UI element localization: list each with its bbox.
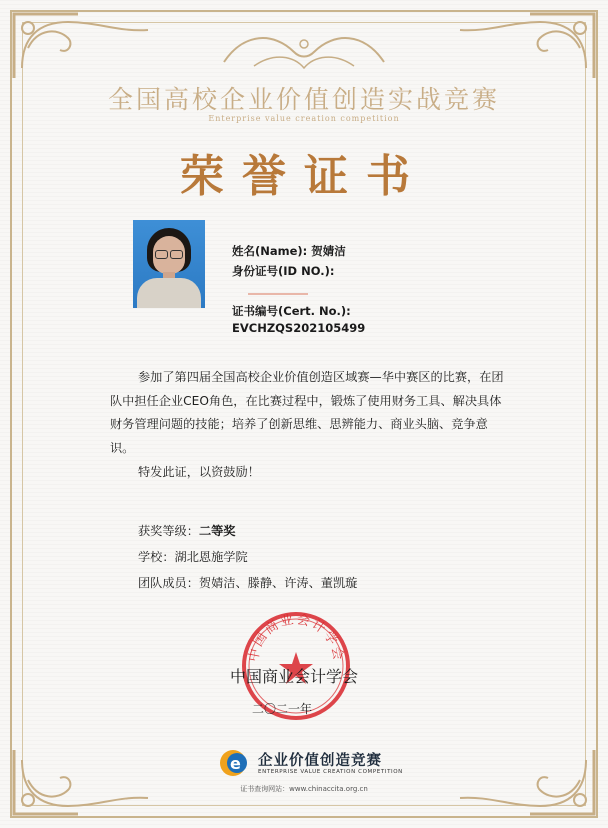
competition-logo [218, 746, 418, 782]
body-text [110, 366, 510, 485]
svg-text:中国商业会计学会: 中国商业会计学会 [246, 612, 346, 664]
query-website: 证书查询网站：www.chinaccita.org.cn [240, 785, 368, 793]
cert-number: EVCHZQS202105499 [232, 321, 366, 335]
corner-ornament-icon [8, 740, 158, 820]
competition-title: 全国高校企业价值创造实战竞赛 [107, 85, 500, 114]
issue-date: 二〇二一年 [252, 702, 313, 716]
encouragement: 特发此证，以资鼓励！ [138, 465, 260, 479]
certificate-title: 荣誉证书 [180, 151, 428, 202]
competition-logo-icon [218, 748, 252, 778]
award-level [138, 522, 236, 539]
photo [133, 220, 205, 308]
svg-text:e: e [230, 754, 241, 773]
corner-ornament-icon [450, 740, 600, 820]
cert-number-label: 证书编号(Cert. No.): [232, 304, 351, 318]
body-paragraph: 参加了第四届全国高校企业价值创造区域赛—华中赛区的比赛，在团队中担任企业CEO角色，在比赛过程中，锻炼了使用财务工具、解决具体财务管理问题的技能；培养了创新思维、思辨能力、商业头脑、竞争意识。 [110, 370, 504, 455]
corner-ornament-icon [450, 8, 600, 88]
id-label: 身份证号(ID NO.): [232, 264, 335, 278]
award-value: 二等奖 [198, 524, 236, 538]
competition-subtitle: Enterprise value creation competition [208, 114, 400, 123]
corner-ornament-icon [8, 8, 158, 88]
top-ornament-icon [214, 22, 394, 82]
redacted-id [248, 293, 308, 295]
award-label: 获奖等级： [138, 524, 199, 538]
logo-subtitle: ENTERPRISE VALUE CREATION COMPETITION [258, 769, 403, 775]
team-members: 团队成员：贺婧洁、滕静、许涛、董凯璇 [138, 576, 358, 590]
name-line: 姓名(Name): 贺婧洁 [232, 244, 346, 258]
logo-title: 企业价值创造竞赛 [258, 753, 382, 769]
school-line: 学校：湖北恩施学院 [138, 550, 248, 564]
issuer: 中国商业会计学会 [230, 667, 359, 686]
